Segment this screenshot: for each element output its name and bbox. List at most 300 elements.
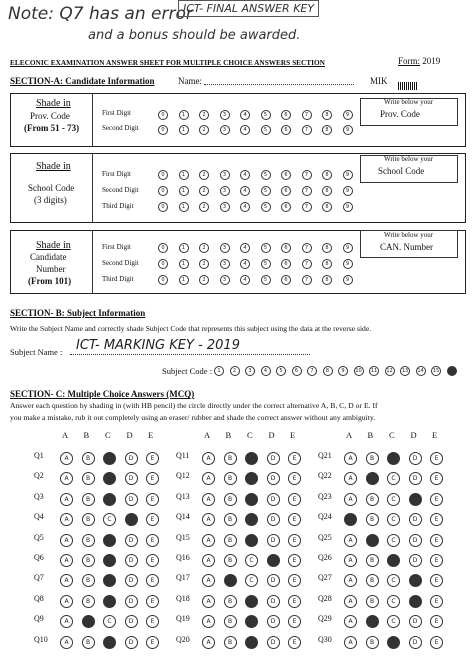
subject-code-bubble[interactable]: 15	[432, 368, 440, 374]
answer-bubble[interactable]: E	[288, 574, 301, 587]
option-header: C	[247, 430, 253, 440]
answer-bubble[interactable]: E	[146, 472, 159, 485]
answer-bubble[interactable]: A	[344, 636, 357, 649]
answer-bubble[interactable]: C	[387, 513, 400, 526]
digit-bubble[interactable]: 4	[240, 243, 250, 253]
digit-bubble[interactable]: 3	[220, 125, 230, 135]
digit-bubble[interactable]: 5	[261, 110, 271, 120]
digit-bubble[interactable]: 7	[302, 275, 312, 285]
prov-range: (From 51 - 73)	[24, 123, 80, 133]
answer-bubble[interactable]: B	[224, 534, 237, 547]
digit-bubble[interactable]: 4	[240, 125, 250, 135]
answer-bubble[interactable]: E	[146, 595, 159, 608]
question-label: Q22	[318, 471, 332, 481]
digit-bubble[interactable]: 3	[220, 243, 230, 253]
answer-bubble[interactable]: A	[344, 534, 357, 547]
digit-bubble[interactable]: 9	[343, 125, 353, 135]
answer-bubble[interactable]: A	[344, 595, 357, 608]
answer-bubble[interactable]: C	[387, 636, 400, 649]
answer-bubble[interactable]: D	[267, 452, 280, 465]
answer-bubble[interactable]: A	[60, 554, 73, 567]
question-label: Q9	[34, 614, 44, 624]
answer-bubble[interactable]: A	[344, 493, 357, 506]
digit-bubble[interactable]: 2	[199, 202, 209, 212]
answer-bubble[interactable]: D	[267, 513, 280, 526]
digit-bubble[interactable]: 4	[240, 170, 250, 180]
subject-code-label: Subject Code :	[162, 366, 213, 376]
answer-bubble[interactable]: B	[366, 595, 379, 608]
answer-bubble[interactable]: E	[430, 574, 443, 587]
answer-bubble[interactable]: C	[103, 534, 116, 547]
question-label: Q30	[318, 634, 332, 644]
answer-bubble[interactable]: A	[60, 513, 73, 526]
answer-bubble[interactable]: A	[202, 513, 215, 526]
answer-bubble[interactable]: D	[125, 472, 138, 485]
digit-bubble[interactable]: 8	[322, 125, 332, 135]
digit-bubble[interactable]: 2	[199, 243, 209, 253]
answer-bubble[interactable]: B	[224, 615, 237, 628]
handwritten-note-line1: Note: Q7 has an error	[8, 4, 193, 24]
option-header: D	[126, 430, 133, 440]
answer-bubble[interactable]: D	[267, 472, 280, 485]
answer-bubble[interactable]: B	[366, 513, 379, 526]
answer-bubble[interactable]: C	[103, 574, 116, 587]
option-header: C	[389, 430, 395, 440]
answer-bubble[interactable]: D	[125, 615, 138, 628]
school-write-value: School Code	[378, 166, 425, 176]
answer-bubble[interactable]: E	[288, 513, 301, 526]
digit-bubble[interactable]: 7	[302, 186, 312, 196]
answer-bubble[interactable]: E	[430, 493, 443, 506]
question-label: Q12	[176, 471, 190, 481]
answer-bubble[interactable]: A	[344, 554, 357, 567]
subject-code-bubble[interactable]: 6	[292, 366, 302, 376]
digit-bubble[interactable]: 5	[261, 186, 271, 196]
section-c-instruction-2: you make a mistake, rub it out completely using an eraser/ rubber and shade the correct answer without any ambiguity.	[10, 413, 376, 422]
answer-bubble[interactable]: E	[430, 472, 443, 485]
answer-bubble[interactable]: E	[288, 615, 301, 628]
answer-bubble[interactable]: C	[387, 615, 400, 628]
digit-bubble[interactable]: 0	[158, 186, 168, 196]
digit-bubble[interactable]: 9	[343, 170, 353, 180]
answer-bubble[interactable]: A	[344, 513, 357, 526]
answer-bubble[interactable]: A	[60, 472, 73, 485]
subject-code-bubble[interactable]: 8	[323, 366, 333, 376]
answer-bubble[interactable]: C	[103, 472, 116, 485]
answer-bubble[interactable]: C	[245, 595, 258, 608]
digit-bubble[interactable]: 0	[158, 125, 168, 135]
sheet-title: ELECONIC EXAMINATION ANSWER SHEET FOR MULTIPLE CHOICE ANSWERS SECTION	[10, 58, 325, 67]
answer-bubble[interactable]: B	[82, 534, 95, 547]
answer-bubble[interactable]: E	[288, 472, 301, 485]
answer-bubble[interactable]: D	[409, 615, 422, 628]
answer-bubble[interactable]: B	[366, 574, 379, 587]
digit-bubble[interactable]: 4	[240, 259, 250, 269]
digit-bubble[interactable]: 4	[240, 110, 250, 120]
digit-bubble[interactable]: 2	[199, 110, 209, 120]
name-field[interactable]	[204, 84, 354, 85]
subject-code-bubble[interactable]: 9	[338, 366, 348, 376]
subject-code-bubble[interactable]: 5	[276, 366, 286, 376]
digit-bubble[interactable]: 8	[322, 202, 332, 212]
answer-bubble[interactable]: E	[288, 452, 301, 465]
option-header: C	[105, 430, 111, 440]
answer-bubble[interactable]: A	[202, 636, 215, 649]
answer-bubble[interactable]: D	[409, 534, 422, 547]
digit-bubble[interactable]: 4	[240, 202, 250, 212]
answer-bubble[interactable]: C	[103, 513, 116, 526]
school-label: School Code	[28, 183, 75, 193]
candidate-write-label: Write below your	[384, 231, 434, 239]
digit-bubble[interactable]: 4	[240, 186, 250, 196]
answer-bubble[interactable]: D	[409, 452, 422, 465]
answer-bubble[interactable]: B	[366, 615, 379, 628]
digit-bubble[interactable]: 1	[179, 275, 189, 285]
answer-bubble[interactable]: C	[387, 493, 400, 506]
answer-bubble[interactable]: E	[146, 554, 159, 567]
answer-bubble[interactable]: B	[82, 493, 95, 506]
answer-bubble[interactable]: B	[366, 452, 379, 465]
answer-bubble[interactable]: A	[202, 554, 215, 567]
answer-bubble[interactable]: D	[267, 554, 280, 567]
subject-code-bubble[interactable]: 3	[245, 366, 255, 376]
answer-bubble[interactable]: E	[430, 554, 443, 567]
answer-bubble[interactable]: B	[82, 574, 95, 587]
answer-bubble[interactable]: E	[146, 574, 159, 587]
question-label: Q2	[34, 471, 44, 481]
prov-shade-in: Shade in	[36, 98, 71, 109]
answer-bubble[interactable]: D	[125, 534, 138, 547]
question-label: Q14	[176, 512, 190, 522]
form-label: Form: 2019	[398, 56, 441, 66]
answer-bubble[interactable]: A	[60, 574, 73, 587]
digit-bubble[interactable]: 6	[281, 202, 291, 212]
answer-bubble[interactable]: B	[366, 534, 379, 547]
answer-bubble[interactable]: B	[82, 472, 95, 485]
answer-bubble[interactable]: B	[224, 452, 237, 465]
prov-row-label: Second Digit	[102, 124, 139, 132]
answer-bubble[interactable]: E	[288, 636, 301, 649]
answer-bubble[interactable]: A	[202, 595, 215, 608]
digit-bubble[interactable]: 1	[179, 243, 189, 253]
digit-bubble[interactable]: 6	[281, 110, 291, 120]
digit-bubble[interactable]: 7	[302, 110, 312, 120]
question-label: Q15	[176, 532, 190, 542]
digit-bubble[interactable]: 2	[199, 125, 209, 135]
digit-bubble[interactable]: 3	[220, 275, 230, 285]
answer-bubble[interactable]: D	[409, 574, 422, 587]
answer-bubble[interactable]: A	[202, 534, 215, 547]
digit-bubble[interactable]: 6	[281, 170, 291, 180]
answer-bubble[interactable]: C	[103, 615, 116, 628]
answer-bubble[interactable]: D	[125, 513, 138, 526]
answer-bubble[interactable]: A	[344, 574, 357, 587]
subject-code-bubble[interactable]: 13	[401, 368, 409, 374]
answer-bubble[interactable]: B	[224, 574, 237, 587]
answer-bubble[interactable]: D	[409, 493, 422, 506]
answer-bubble[interactable]: D	[409, 554, 422, 567]
answer-bubble[interactable]: A	[202, 452, 215, 465]
answer-bubble[interactable]: D	[267, 615, 280, 628]
section-c-instruction-1: Answer each question by shading in (with HB pencil) the circle directly under the correct alternative A, B, C, D or E. If	[10, 401, 378, 410]
answer-bubble[interactable]: D	[125, 493, 138, 506]
answer-bubble[interactable]: E	[288, 493, 301, 506]
subject-code-bubble[interactable]: 4	[261, 366, 271, 376]
digit-bubble[interactable]: 5	[261, 243, 271, 253]
answer-bubble[interactable]: E	[146, 615, 159, 628]
answer-bubble[interactable]: B	[224, 493, 237, 506]
answer-bubble[interactable]: D	[409, 472, 422, 485]
question-label: Q26	[318, 553, 332, 562]
answer-bubble[interactable]: C	[245, 513, 258, 526]
answer-bubble[interactable]: D	[125, 574, 138, 587]
answer-bubble[interactable]: C	[103, 452, 116, 465]
answer-bubble[interactable]: A	[344, 472, 357, 485]
option-header: D	[410, 430, 417, 440]
candidate-write-value: CAN. Number	[380, 242, 433, 252]
question-label: Q23	[318, 491, 332, 501]
answer-bubble[interactable]: C	[103, 493, 116, 506]
prov-write-value: Prov. Code	[380, 109, 420, 119]
subject-code-bubble[interactable]: 14	[417, 368, 424, 374]
answer-bubble[interactable]: C	[387, 452, 400, 465]
digit-bubble[interactable]: 2	[199, 170, 209, 180]
answer-bubble[interactable]: E	[288, 595, 301, 608]
answer-bubble[interactable]: C	[387, 574, 400, 587]
question-label: Q25	[318, 532, 332, 542]
answer-bubble[interactable]: A	[60, 452, 73, 465]
question-label: Q10	[34, 634, 48, 644]
answer-bubble[interactable]: A	[202, 472, 215, 485]
digit-bubble[interactable]: 9	[343, 110, 353, 120]
answer-bubble[interactable]: D	[267, 574, 280, 587]
answer-bubble[interactable]: C	[245, 636, 258, 649]
answer-bubble[interactable]: C	[387, 472, 400, 485]
digit-bubble[interactable]: 8	[322, 110, 332, 120]
digit-bubble[interactable]: 5	[261, 202, 271, 212]
answer-bubble[interactable]: A	[60, 615, 73, 628]
question-label: Q3	[34, 491, 44, 501]
question-label: Q20	[176, 634, 190, 644]
digit-bubble[interactable]: 8	[322, 259, 332, 269]
digit-bubble[interactable]: 7	[302, 259, 312, 269]
prov-label: Prov. Code	[30, 111, 70, 121]
answer-bubble[interactable]: A	[60, 595, 73, 608]
answer-bubble[interactable]: A	[202, 615, 215, 628]
question-label: Q24	[318, 512, 332, 522]
answer-bubble[interactable]: B	[82, 452, 95, 465]
answer-bubble[interactable]: B	[224, 636, 237, 649]
answer-bubble[interactable]: D	[125, 452, 138, 465]
answer-bubble[interactable]: D	[267, 493, 280, 506]
answer-bubble[interactable]: E	[288, 554, 301, 567]
answer-bubble[interactable]: E	[430, 636, 443, 649]
subject-name-value: ICT- MARKING KEY - 2019	[76, 338, 240, 353]
answer-bubble[interactable]: A	[60, 493, 73, 506]
digit-bubble[interactable]: 8	[322, 275, 332, 285]
digit-bubble[interactable]: 7	[302, 202, 312, 212]
subject-name-field[interactable]	[70, 354, 310, 355]
section-b-title: SECTION- B: Subject Information	[10, 308, 146, 318]
answer-bubble[interactable]: E	[430, 513, 443, 526]
digit-bubble[interactable]: 1	[179, 259, 189, 269]
answer-bubble[interactable]: D	[125, 595, 138, 608]
digit-bubble[interactable]: 8	[322, 170, 332, 180]
answer-bubble[interactable]: B	[366, 472, 379, 485]
school-row-label: First Digit	[102, 170, 131, 178]
digit-bubble[interactable]: 3	[220, 259, 230, 269]
digit-bubble[interactable]: 5	[261, 170, 271, 180]
digit-bubble[interactable]: 1	[179, 110, 189, 120]
answer-bubble[interactable]: D	[267, 636, 280, 649]
answer-bubble[interactable]: B	[224, 513, 237, 526]
subject-code-bubble[interactable]: 1	[214, 366, 224, 376]
digit-bubble[interactable]: 2	[199, 259, 209, 269]
digit-bubble[interactable]: 0	[158, 275, 168, 285]
answer-bubble[interactable]: C	[245, 493, 258, 506]
answer-bubble[interactable]: C	[245, 534, 258, 547]
answer-bubble[interactable]: C	[245, 615, 258, 628]
answer-bubble[interactable]: D	[125, 636, 138, 649]
digit-bubble[interactable]: 8	[322, 186, 332, 196]
answer-bubble[interactable]: C	[387, 595, 400, 608]
digit-bubble[interactable]: 9	[343, 259, 353, 269]
answer-bubble[interactable]: B	[82, 615, 95, 628]
answer-bubble[interactable]: E	[430, 452, 443, 465]
candidate-range: (From 101)	[28, 276, 72, 286]
digit-bubble[interactable]: 0	[158, 259, 168, 269]
digit-bubble[interactable]: 6	[281, 275, 291, 285]
answer-bubble[interactable]: B	[82, 554, 95, 567]
subject-code-bubble[interactable]: 2	[230, 366, 240, 376]
answer-bubble[interactable]: B	[366, 554, 379, 567]
digit-bubble[interactable]: 9	[343, 202, 353, 212]
digit-bubble[interactable]: 0	[158, 243, 168, 253]
digit-bubble[interactable]: 9	[343, 275, 353, 285]
answer-bubble[interactable]: E	[430, 534, 443, 547]
digit-bubble[interactable]: 9	[343, 243, 353, 253]
candidate-label-number: Number	[36, 264, 66, 274]
digit-bubble[interactable]: 3	[220, 170, 230, 180]
digit-bubble[interactable]: 6	[281, 243, 291, 253]
question-label: Q17	[176, 573, 190, 583]
answer-bubble[interactable]: A	[344, 615, 357, 628]
digit-bubble[interactable]: 9	[343, 186, 353, 196]
digit-bubble[interactable]: 0	[158, 110, 168, 120]
question-label: Q7	[34, 573, 44, 583]
subject-code-bubble[interactable]: 12	[386, 368, 393, 374]
digit-bubble[interactable]: 5	[261, 125, 271, 135]
question-label: Q19	[176, 614, 190, 624]
answer-bubble[interactable]: C	[245, 574, 258, 587]
digit-bubble[interactable]: 0	[158, 170, 168, 180]
digit-bubble[interactable]: 6	[281, 186, 291, 196]
answer-bubble[interactable]: D	[267, 534, 280, 547]
answer-bubble[interactable]: B	[366, 636, 379, 649]
answer-bubble[interactable]: D	[267, 595, 280, 608]
answer-bubble[interactable]: C	[245, 554, 258, 567]
answer-bubble[interactable]: E	[430, 595, 443, 608]
subject-code-bubble[interactable]: 10	[355, 368, 362, 374]
answer-bubble[interactable]: B	[82, 513, 95, 526]
answer-bubble[interactable]: B	[224, 472, 237, 485]
digit-bubble[interactable]: 8	[322, 243, 332, 253]
digit-bubble[interactable]: 5	[261, 275, 271, 285]
answer-bubble[interactable]: B	[366, 493, 379, 506]
school-write-label: Write below your	[384, 155, 434, 163]
answer-bubble[interactable]: C	[387, 554, 400, 567]
answer-bubble[interactable]: A	[202, 574, 215, 587]
digit-bubble[interactable]: 1	[179, 125, 189, 135]
answer-bubble[interactable]: C	[103, 595, 116, 608]
answer-bubble[interactable]: D	[125, 554, 138, 567]
answer-bubble[interactable]: E	[146, 493, 159, 506]
answer-bubble[interactable]: D	[409, 595, 422, 608]
answer-bubble[interactable]: E	[288, 534, 301, 547]
digit-bubble[interactable]: 7	[302, 170, 312, 180]
answer-bubble[interactable]: C	[245, 472, 258, 485]
question-label: Q18	[176, 593, 190, 603]
question-label: Q16	[176, 553, 190, 562]
answer-bubble[interactable]: E	[146, 636, 159, 649]
section-b-instruction: Write the Subject Name and correctly shade Subject Code that represents this subject using the data at the reverse side.	[10, 324, 372, 333]
subject-code-bubble[interactable]: 11	[370, 368, 378, 374]
candidate-row-label: First Digit	[102, 243, 131, 251]
question-label: Q11	[176, 451, 190, 460]
answer-bubble[interactable]: E	[146, 513, 159, 526]
option-header: E	[432, 430, 438, 440]
digit-bubble[interactable]: 2	[199, 186, 209, 196]
answer-bubble[interactable]: B	[82, 636, 95, 649]
answer-bubble[interactable]: C	[245, 452, 258, 465]
answer-bubble[interactable]: C	[387, 534, 400, 547]
digit-bubble[interactable]: 2	[199, 275, 209, 285]
digit-bubble[interactable]: 3	[220, 202, 230, 212]
answer-bubble[interactable]: B	[224, 595, 237, 608]
answer-bubble[interactable]: A	[344, 452, 357, 465]
digit-bubble[interactable]: 1	[179, 170, 189, 180]
answer-bubble[interactable]: A	[202, 493, 215, 506]
answer-bubble[interactable]: A	[60, 534, 73, 547]
answer-bubble[interactable]: D	[409, 636, 422, 649]
answer-bubble[interactable]: E	[146, 452, 159, 465]
digit-bubble[interactable]: 1	[179, 186, 189, 196]
digit-bubble[interactable]: 3	[220, 186, 230, 196]
subject-code-bubble[interactable]: 7	[307, 366, 317, 376]
digit-bubble[interactable]: 7	[302, 125, 312, 135]
answer-bubble[interactable]: E	[146, 534, 159, 547]
answer-bubble[interactable]: B	[82, 595, 95, 608]
digit-bubble[interactable]: 7	[302, 243, 312, 253]
digit-bubble[interactable]: 6	[281, 125, 291, 135]
answer-bubble[interactable]: D	[409, 513, 422, 526]
question-label: Q27	[318, 573, 332, 583]
digit-bubble[interactable]: 5	[261, 259, 271, 269]
digit-bubble[interactable]: 6	[281, 259, 291, 269]
digit-bubble[interactable]: 0	[158, 202, 168, 212]
digit-bubble[interactable]: 1	[179, 202, 189, 212]
subject-code-bubble[interactable]: 16	[448, 368, 455, 374]
digit-bubble[interactable]: 4	[240, 275, 250, 285]
question-label: Q21	[318, 451, 332, 460]
answer-bubble[interactable]: A	[60, 636, 73, 649]
answer-bubble[interactable]: C	[103, 636, 116, 649]
answer-bubble[interactable]: B	[224, 554, 237, 567]
answer-bubble[interactable]: C	[103, 554, 116, 567]
answer-bubble[interactable]: E	[430, 615, 443, 628]
question-label: Q28	[318, 593, 332, 603]
digit-bubble[interactable]: 3	[220, 110, 230, 120]
